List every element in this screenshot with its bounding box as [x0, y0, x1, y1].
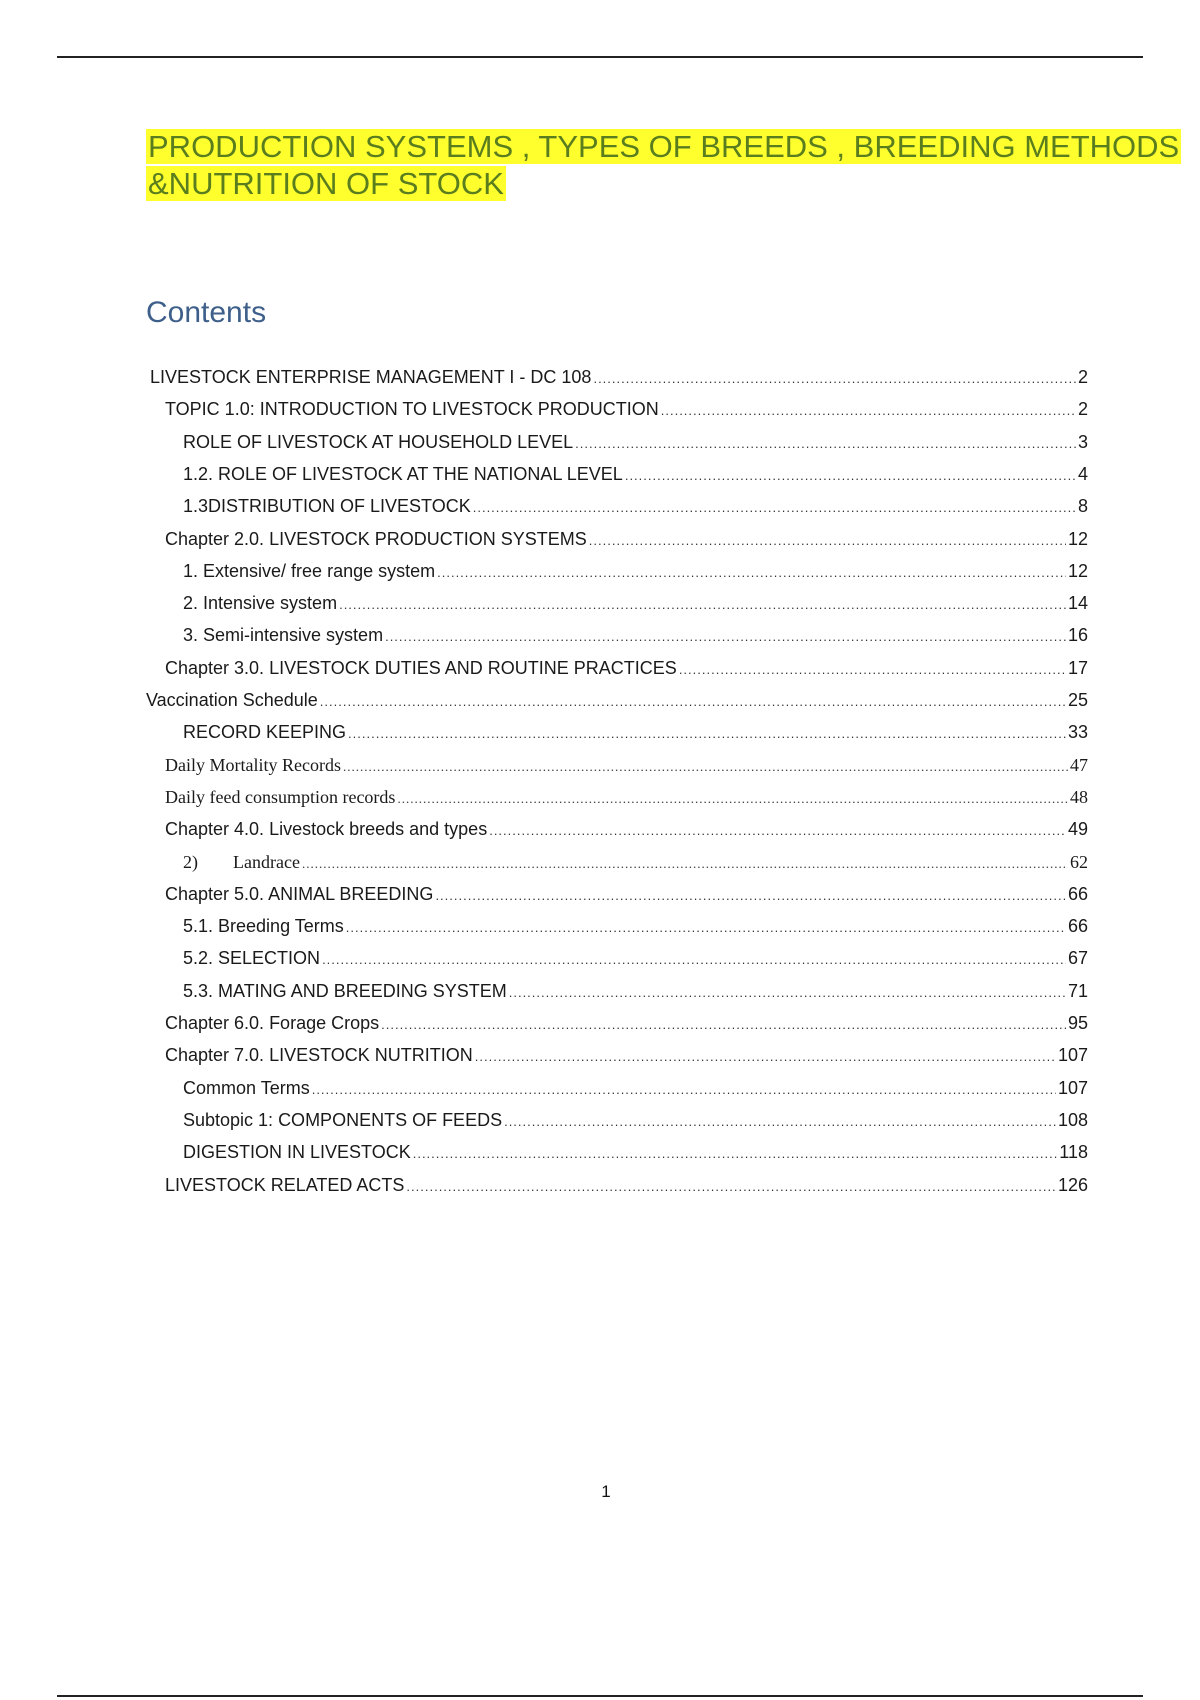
toc-entry-label: Chapter 7.0. LIVESTOCK NUTRITION: [165, 1045, 473, 1066]
toc-entry[interactable]: [165, 816, 1088, 842]
toc-entry-label: TOPIC 1.0: INTRODUCTION TO LIVESTOCK PRODUCTION: [165, 399, 659, 420]
toc-entry[interactable]: [165, 1042, 1088, 1068]
toc-leader-dots: [489, 818, 1066, 844]
header-rule: [57, 56, 1143, 58]
toc-entry-label: LIVESTOCK RELATED ACTS: [165, 1174, 405, 1195]
toc-entry[interactable]: [165, 655, 1088, 681]
toc-leader-dots: [339, 592, 1066, 618]
toc-entry[interactable]: [165, 526, 1088, 552]
toc-entry-label: 3. Semi-intensive system: [183, 625, 384, 646]
toc-leader-dots: [593, 366, 1076, 392]
toc-entry[interactable]: [165, 881, 1088, 907]
toc-entry-page: 67: [1067, 948, 1088, 969]
toc-entry-label: ROLE OF LIVESTOCK AT HOUSEHOLD LEVEL: [183, 431, 574, 452]
toc-entry-page: 126: [1057, 1174, 1088, 1195]
toc-entry[interactable]: [183, 945, 1088, 971]
toc-entry-page: 25: [1067, 690, 1088, 710]
toc-entry-label: 1.2. ROLE OF LIVESTOCK AT THE NATIONAL LEVEL: [183, 463, 623, 484]
toc-entry-label: 1.3DISTRIBUTION OF LIVESTOCK: [183, 496, 471, 517]
toc-entry-page: 62: [1070, 851, 1088, 872]
toc-leader-dots: [437, 560, 1066, 586]
toc-entry-page: 2: [1077, 367, 1088, 387]
toc-entry-page: 95: [1067, 1013, 1088, 1033]
toc-entry-page: 12: [1067, 528, 1088, 549]
toc-entry-label: Daily Mortality Records: [165, 754, 341, 775]
toc-leader-dots: [575, 431, 1076, 457]
toc-entry-number: 2): [183, 851, 198, 872]
toc-entry-page: 66: [1067, 883, 1088, 904]
toc-leader-dots: [435, 883, 1066, 909]
toc-entry-text: Landrace: [233, 851, 300, 872]
toc-entry-page: 33: [1067, 722, 1088, 743]
toc-entry-page: 107: [1057, 1077, 1088, 1098]
toc-entry-page: 2: [1077, 399, 1088, 420]
toc-leader-dots: [385, 624, 1066, 650]
toc-leader-dots: [320, 689, 1066, 715]
toc-leader-dots: [413, 1141, 1058, 1167]
toc-entry-label: DIGESTION IN LIVESTOCK: [183, 1142, 411, 1163]
toc-leader-dots: [589, 528, 1066, 554]
document-title-line-2: &NUTRITION OF STOCK: [148, 166, 504, 201]
toc-entry-label: 2. Intensive system: [183, 593, 338, 614]
toc-leader-dots: [348, 721, 1066, 747]
toc-entry[interactable]: [183, 558, 1088, 584]
toc-entry[interactable]: [183, 978, 1088, 1004]
toc-entry[interactable]: [146, 687, 1088, 713]
toc-entry[interactable]: [165, 752, 1088, 778]
toc-leader-dots: [346, 915, 1066, 941]
toc-entry-page: 16: [1067, 625, 1088, 646]
toc-entry-label: Daily feed consumption records: [165, 786, 396, 807]
toc-entry-label: Chapter 6.0. Forage Crops: [165, 1013, 380, 1033]
toc-entry-page: 12: [1067, 560, 1088, 581]
toc-entry[interactable]: [183, 913, 1088, 939]
toc-entry-label: Chapter 5.0. ANIMAL BREEDING: [165, 883, 434, 904]
toc-entry[interactable]: [183, 622, 1088, 648]
toc-entry-page: 107: [1057, 1045, 1088, 1066]
toc-leader-dots: [509, 980, 1066, 1006]
footer-rule: [57, 1695, 1143, 1697]
toc-entry-label: 5.3. MATING AND BREEDING SYSTEM: [183, 980, 507, 1001]
toc-entry-page: 48: [1070, 786, 1088, 807]
toc-leader-dots: [302, 851, 1068, 877]
toc-entry-page: 14: [1067, 593, 1088, 614]
toc-leader-dots: [397, 786, 1068, 812]
toc-entry[interactable]: [183, 429, 1088, 455]
toc-leader-dots: [475, 1044, 1056, 1070]
toc-entry[interactable]: [165, 1010, 1088, 1036]
toc-entry[interactable]: [183, 1075, 1088, 1101]
toc-leader-dots: [406, 1174, 1056, 1200]
toc-entry[interactable]: [183, 849, 1088, 875]
toc-entry-label: 5.1. Breeding Terms: [183, 916, 344, 937]
toc-entry[interactable]: [165, 1172, 1088, 1198]
toc-entry-label: Chapter 3.0. LIVESTOCK DUTIES AND ROUTINE PRACTICES: [165, 657, 677, 678]
toc-entry-label: Subtopic 1: COMPONENTS OF FEEDS: [183, 1109, 503, 1130]
toc-entry-label: LIVESTOCK ENTERPRISE MANAGEMENT I - DC 108: [150, 367, 592, 387]
toc-entry-label: Common Terms: [183, 1077, 310, 1098]
toc-entry[interactable]: [183, 1139, 1088, 1165]
toc-entry-page: 108: [1057, 1109, 1088, 1130]
toc-entry-label: Chapter 4.0. Livestock breeds and types: [165, 819, 488, 840]
document-title: [146, 128, 1186, 202]
page-number: 1: [601, 1482, 611, 1501]
toc-leader-dots: [504, 1109, 1056, 1135]
toc-entry-page: 118: [1059, 1142, 1088, 1163]
toc-entry-page: 17: [1067, 657, 1088, 678]
toc-entry-page: 47: [1070, 754, 1088, 775]
toc-entry-page: 8: [1077, 496, 1088, 517]
toc-entry[interactable]: [183, 461, 1088, 487]
toc-entry-page: 4: [1077, 463, 1088, 484]
toc-leader-dots: [679, 657, 1066, 683]
document-title-line-1: PRODUCTION SYSTEMS , TYPES OF BREEDS , BREEDING METHODS: [148, 129, 1180, 164]
toc-entry[interactable]: [150, 364, 1088, 390]
toc-leader-dots: [661, 398, 1076, 424]
toc-entry-page: 49: [1067, 819, 1088, 840]
toc-leader-dots: [625, 463, 1076, 489]
toc-entry-label: [183, 849, 300, 875]
toc-leader-dots: [312, 1077, 1056, 1103]
toc-entry-label: 5.2. SELECTION: [183, 948, 321, 969]
toc-entry[interactable]: [183, 590, 1088, 616]
toc-entry-label: 1. Extensive/ free range system: [183, 560, 436, 581]
toc-leader-dots: [322, 947, 1066, 973]
toc-entry-label: RECORD KEEPING: [183, 722, 347, 743]
toc-leader-dots: [381, 1012, 1066, 1038]
toc-heading: Contents: [146, 296, 267, 329]
toc-entry[interactable]: [183, 493, 1088, 519]
toc-leader-dots: [343, 754, 1068, 780]
toc-entry-page: 71: [1067, 980, 1088, 1001]
toc-entry-label: Vaccination Schedule: [146, 690, 318, 710]
toc-entry[interactable]: [165, 784, 1088, 810]
toc-entry[interactable]: [183, 1107, 1088, 1133]
toc-entry[interactable]: [165, 396, 1088, 422]
toc-entry-label: Chapter 2.0. LIVESTOCK PRODUCTION SYSTEMS: [165, 528, 587, 549]
toc-entry-page: 66: [1067, 916, 1088, 937]
toc-leader-dots: [473, 495, 1076, 521]
toc-entry-page: 3: [1077, 431, 1088, 452]
toc-entry[interactable]: [183, 719, 1088, 745]
